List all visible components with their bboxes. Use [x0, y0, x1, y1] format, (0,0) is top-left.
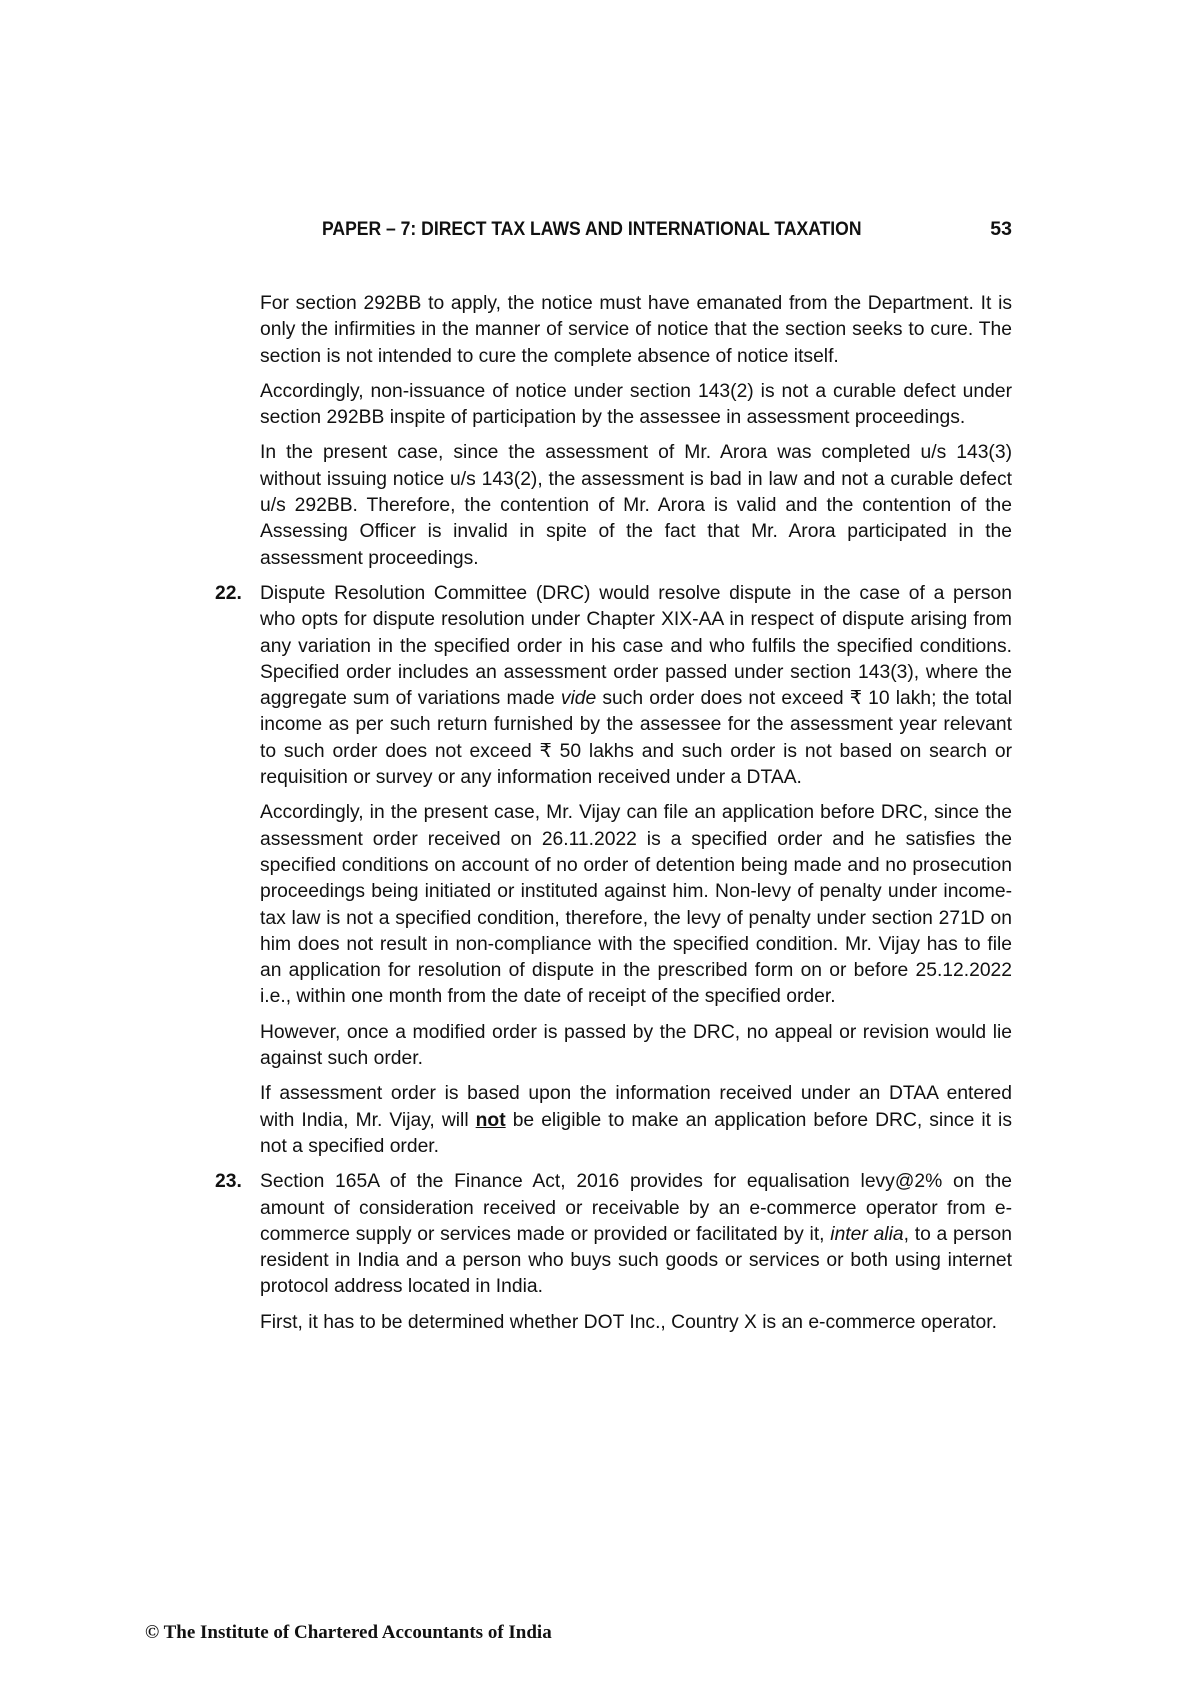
paragraph-text: However, once a modified order is passed by the DRC, no appeal or revision would lie against such order. [260, 1021, 1012, 1070]
page-header [322, 218, 1012, 248]
paragraph-text [260, 1081, 1012, 1160]
paragraph-text [260, 1169, 1012, 1300]
answer-23 [215, 1169, 1012, 1300]
paragraph [215, 1081, 1012, 1160]
paragraph-text: For section 292BB to apply, the notice must have emanated from the Department. It is only the infirmities in the manner of service of notice that the section seeks to cure. The section is not intended to cure the complete absence of notice itself. [260, 293, 1012, 367]
answer-22 [215, 581, 1012, 791]
copyright-footer: © The Institute of Chartered Accountants of India [145, 1622, 552, 1643]
paragraph [215, 1310, 1012, 1336]
paragraph-text-part: such order does not exceed ₹ 10 lakh; the total income as per such return furnished by the assessee for the assessment year relevant to such order does not exceed ₹ 50 lakhs and such order is not based on search or requisition or survey or any information received under a DTAA. [260, 688, 1012, 789]
paragraph [215, 1020, 1012, 1073]
paragraph [215, 291, 1012, 370]
paragraph [215, 800, 1012, 1010]
italic-term: vide [560, 688, 597, 710]
document-body [215, 291, 1012, 1345]
italic-term: inter alia [830, 1223, 904, 1245]
paragraph [215, 440, 1012, 571]
page-title: PAPER – 7: DIRECT TAX LAWS AND INTERNATIONAL TAXATION [322, 218, 862, 240]
page-number: 53 [990, 218, 1012, 240]
paragraph [215, 379, 1012, 432]
paragraph-text-part: Dispute Resolution Committee (DRC) would resolve dispute in the case of a person who opts for dispute resolution under Chapter XIX-AA in respect of dispute arising from any variation in the specified order in his case and who fulfils the specified conditions. Specified order includes an assessment order passed under section 143(3), where the aggregate sum of variations made [260, 582, 1012, 710]
paragraph-text [260, 581, 1012, 791]
emphasis-text: not [475, 1109, 506, 1131]
paragraph-text: Accordingly, non-issuance of notice under section 143(2) is not a curable defect under section 292BB inspite of participation by the assessee in assessment proceedings. [260, 380, 1012, 429]
paragraph-text: In the present case, since the assessment of Mr. Arora was completed u/s 143(3) without issuing notice u/s 143(2), the assessment is bad in law and not a curable defect u/s 292BB. Therefore, the contention of Mr. Arora is valid and the contention of the Assessing Officer is invalid in spite of the fact that Mr. Arora participated in the assessment proceedings. [260, 442, 1012, 569]
paragraph-text-part: , to a person resident in India and a person who buys such goods or services or both using internet protocol address located in India. [260, 1223, 1013, 1298]
answer-number: 23. [215, 1171, 242, 1193]
paragraph-text-part: If assessment order is based upon the information received under an DTAA entered with India, Mr. Vijay, will [260, 1083, 1012, 1131]
paragraph-text-part: Section 165A of the Finance Act, 2016 provides for equalisation levy@2% on the amount of consideration received or receivable by an e-commerce operator from e-commerce supply or services made or provided or facilitated by it, [260, 1171, 1012, 1245]
paragraph-text-part: be eligible to make an application before DRC, since it is not a specified order. [260, 1109, 1012, 1157]
paragraph-text: First, it has to be determined whether DOT Inc., Country X is an e-commerce operator. [260, 1311, 997, 1333]
answer-number: 22. [215, 582, 242, 604]
paragraph-text: Accordingly, in the present case, Mr. Vijay can file an application before DRC, since the assessment order received on 26.11.2022 is a specified order and he satisfies the specified conditions on account of no order of detention being made and no prosecution proceedings being initiated or instituted against him. Non-levy of penalty under income-tax law is not a specified condition, therefore, the levy of penalty under section 271D on him does not result in non-compliance with the specified condition. Mr. Vijay has to file an application for resolution of dispute in the prescribed form on or before 25.12.2022 i.e., within one month from the date of receipt of the specified order. [260, 802, 1012, 1008]
